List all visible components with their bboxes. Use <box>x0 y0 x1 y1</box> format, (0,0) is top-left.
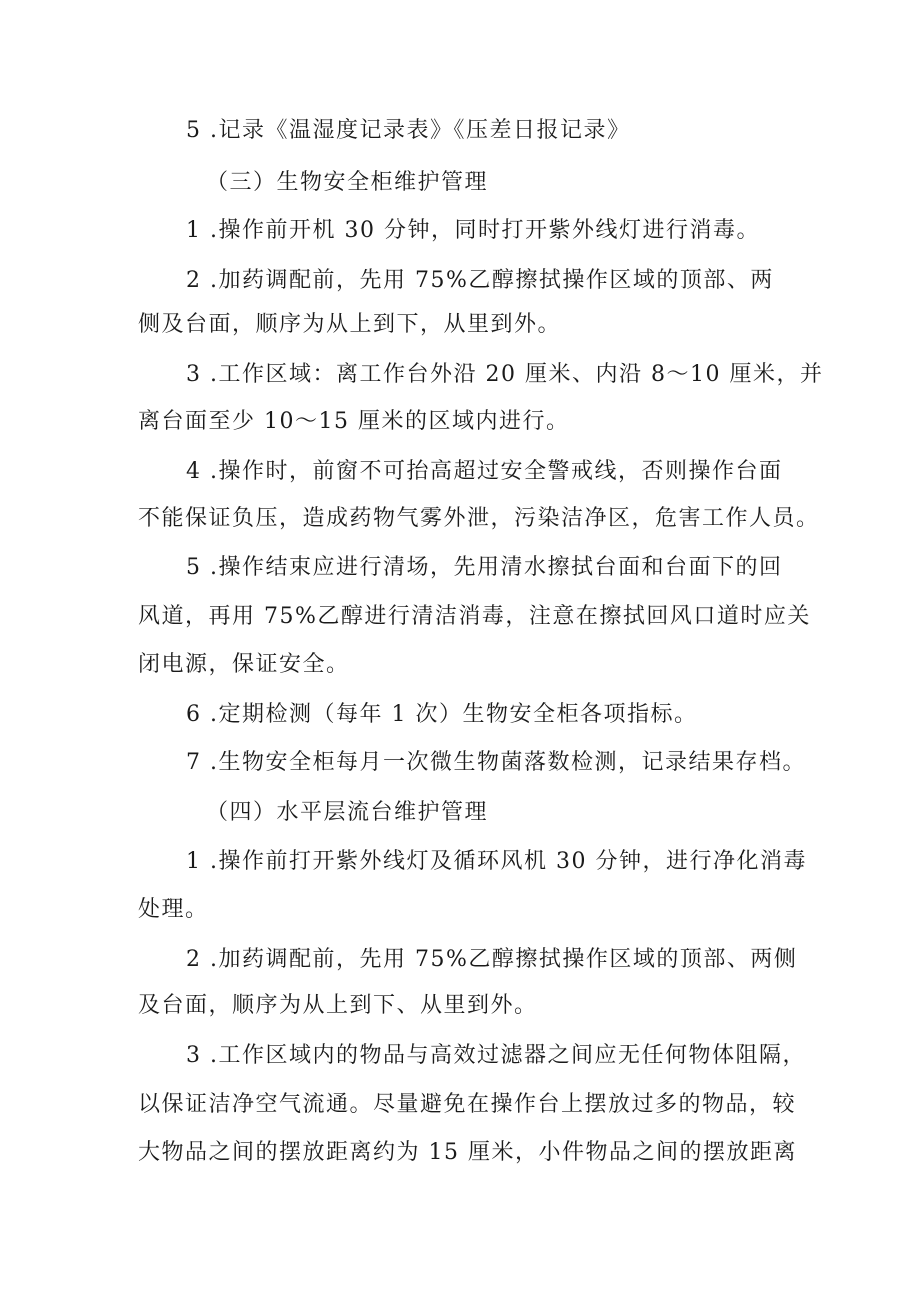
paragraph-line: 5 .操作结束应进行清场，先用清水擦拭台面和台面下的回 <box>186 555 783 580</box>
section-heading: （三）生物安全柜维护管理 <box>206 170 489 195</box>
section-heading: （四）水平层流台维护管理 <box>206 800 489 825</box>
paragraph-line: 5 .记录《温湿度记录表》《压差日报记录》 <box>186 118 631 143</box>
paragraph-line: 不能保证负压，造成药物气雾外泄，污染洁净区，危害工作人员。 <box>138 506 820 531</box>
paragraph-line: 7 .生物安全柜每月一次微生物菌落数检测，记录结果存档。 <box>186 750 806 775</box>
paragraph-line: 1 .操作前开机 30 分钟，同时打开紫外线灯进行消毒。 <box>186 218 760 243</box>
paragraph-line: 侧及台面，顺序为从上到下，从里到外。 <box>138 312 562 337</box>
paragraph-line: 闭电源，保证安全。 <box>138 652 350 677</box>
paragraph-line: 离台面至少 10～15 厘米的区域内进行。 <box>138 409 570 434</box>
paragraph-line: 2 .加药调配前，先用 75%乙醇擦拭操作区域的顶部、两 <box>186 268 774 293</box>
paragraph-line: 4 .操作时，前窗不可抬高超过安全警戒线，否则操作台面 <box>186 459 783 484</box>
paragraph-line: 1 .操作前打开紫外线灯及循环风机 30 分钟，进行净化消毒 <box>186 849 807 874</box>
paragraph-line: 3 .工作区域：离工作台外沿 20 厘米、内沿 8～10 厘米，并 <box>186 362 824 387</box>
paragraph-line: 6 .定期检测（每年 1 次）生物安全柜各项指标。 <box>186 702 698 727</box>
paragraph-line: 及台面，顺序为从上到下、从里到外。 <box>138 993 538 1018</box>
paragraph-line: 2 .加药调配前，先用 75%乙醇擦拭操作区域的顶部、两侧 <box>186 947 798 972</box>
paragraph-line: 以保证洁净空气流通。尽量避免在操作台上摆放过多的物品，较 <box>138 1092 797 1117</box>
paragraph-line: 风道，再用 75%乙醇进行清洁消毒，注意在擦拭回风口道时应关 <box>138 604 811 629</box>
paragraph-line: 3 .工作区域内的物品与高效过滤器之间应无任何物体阻隔， <box>186 1043 806 1068</box>
paragraph-line: 大物品之间的摆放距离约为 15 厘米，小件物品之间的摆放距离 <box>138 1140 797 1165</box>
paragraph-line: 处理。 <box>138 897 209 922</box>
